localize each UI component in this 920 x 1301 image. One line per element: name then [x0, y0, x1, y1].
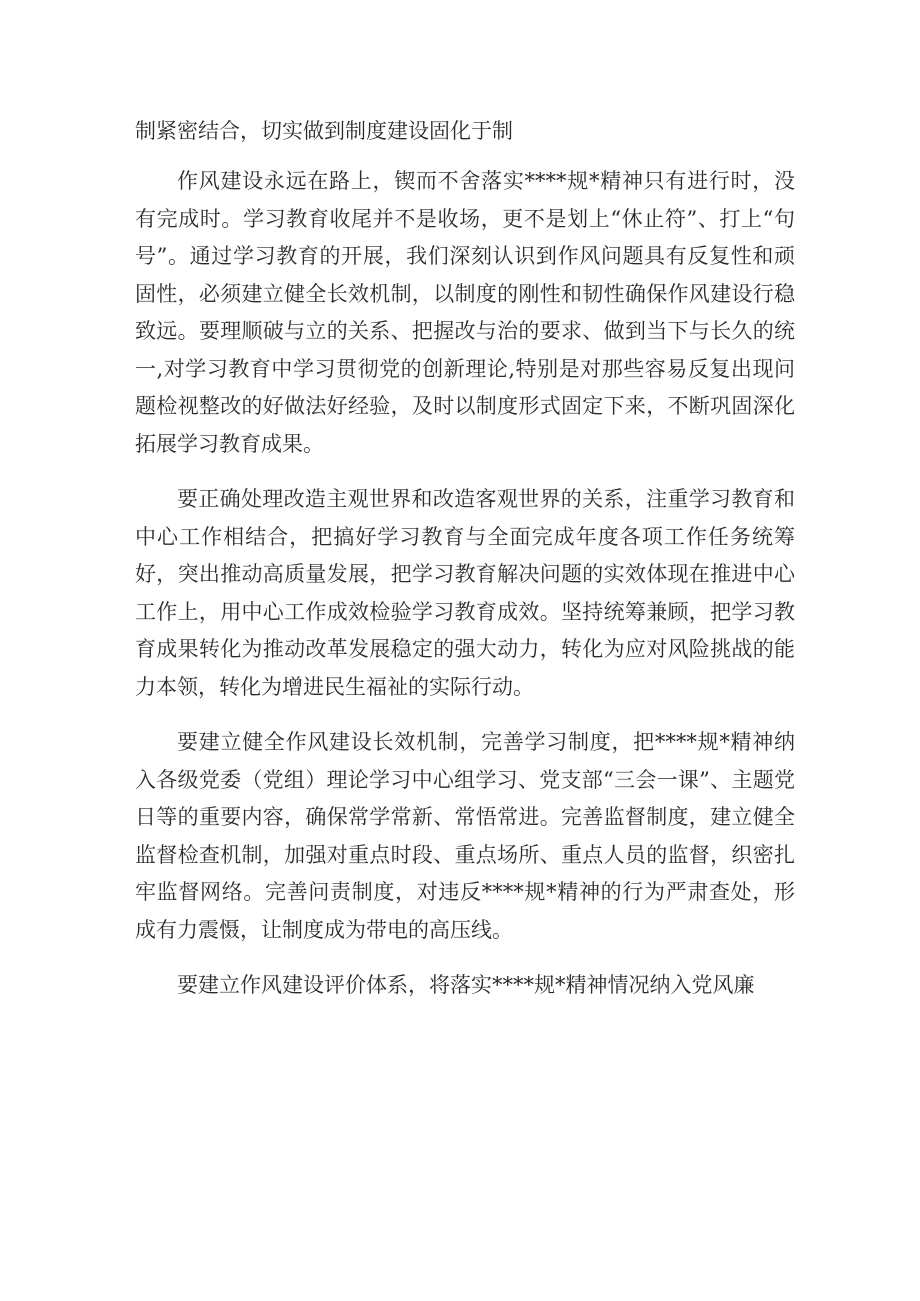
continuation-line: 制紧密结合，切实做到制度建设固化于制 — [135, 119, 513, 143]
paragraph-1: 作风建设永远在路上，锲而不舍落实****规*精神只有进行时，没有完成时。学习教育收尾并不是收场，更不是划上“休止符”、打上“句号”。通过学习教育的开展，我们深刻认识到作风问题具有反复性和顽固性，必须建立健全长效机制，以制度的刚性和韧性确保作风建设行稳致远。要理顺破与立的关系、把握改与治的要求、做到当下与长久的统一,对学习教育中学习贯彻党的创新理论,特别是对那些容易反复出现问题检视整改的好做法好经验，及时以制度形式固定下来，不断巩固深化拓展学习教育成果。 — [135, 169, 795, 456]
paragraph-2: 要正确处理改造主观世界和改造客观世界的关系，注重学习教育和中心工作相结合，把搞好学习教育与全面完成年度各项工作任务统筹好，突出推动高质量发展，把学习教育解决问题的实效体现在推进中心工作上，用中心工作成效检验学习教育成效。坚持统筹兼顾，把学习教育成果转化为推动改革发展稳定的强大动力，转化为应对风险挑战的能力本领，转化为增进民生福祉的实际行动。 — [135, 487, 795, 699]
paragraph-3: 要建立健全作风建设长效机制，完善学习制度，把****规*精神纳入各级党委（党组）理论学习中心组学习、党支部“三会一课”、主题党日等的重要内容，确保常学常新、常悟常进。完善监督制度，建立健全监督检查机制，加强对重点时段、重点场所、重点人员的监督，织密扎牢监督网络。完善问责制度，对违反****规*精神的行为严肃查处，形成有力震慑，让制度成为带电的高压线。 — [135, 730, 795, 942]
paragraph-4: 要建立作风建设评价体系，将落实****规*精神情况纳入党风廉 — [177, 973, 755, 997]
document-body — [135, 113, 795, 1005]
